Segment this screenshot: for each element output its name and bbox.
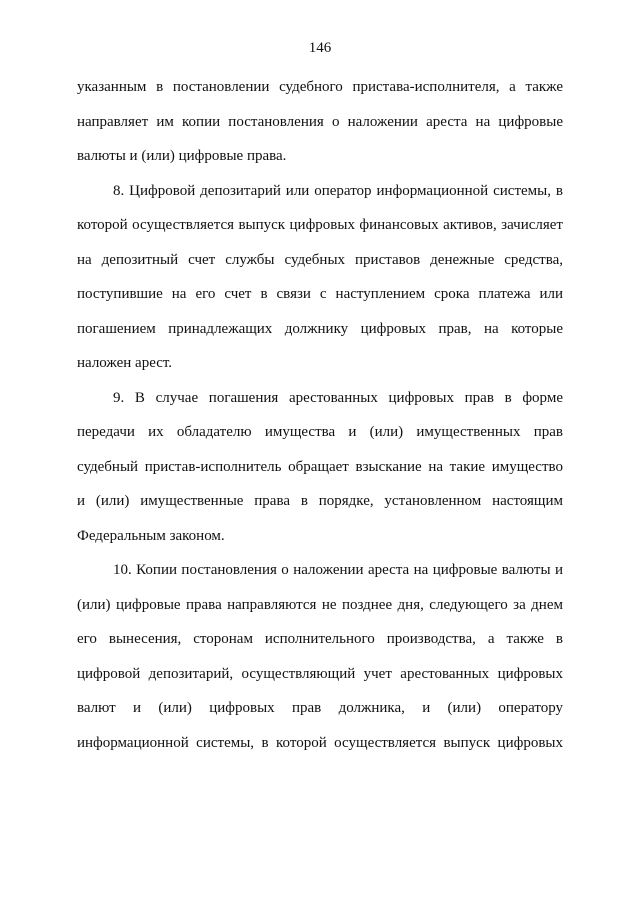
text-line: валют и (или) цифровых прав должника, и (или) оператору (77, 700, 563, 716)
text-line: информационной системы, в которой осуществляется выпуск цифровых (77, 734, 563, 751)
text-line: 9. В случае погашения арестованных цифровых прав в форме (113, 389, 563, 406)
text-line: наложен арест. (77, 355, 173, 371)
text-line: валюты и (или) цифровые права. (77, 148, 287, 164)
text-line: указанным в постановлении судебного пристава-исполнителя, а также (77, 79, 563, 95)
text-line: передачи их обладателю имущества и (или) имущественных прав (77, 424, 563, 440)
text-line: погашением принадлежащих должнику цифровых прав, на которые (77, 320, 563, 337)
text-line: поступившие на его счет в связи с наступлением срока платежа или (77, 286, 563, 302)
text-line: 8. Цифровой депозитарий или оператор информационной системы, в (113, 182, 563, 199)
text-line: его вынесения, сторонам исполнительного производства, а также в (77, 631, 563, 647)
text-line: Федеральным законом. (77, 527, 225, 544)
text-line: судебный пристав-исполнитель обращает взыскание на такие имущество (77, 458, 563, 475)
text-line: направляет им копии постановления о наложении ареста на цифровые (77, 113, 563, 130)
text-line: цифровой депозитарий, осуществляющий учет арестованных цифровых (77, 665, 563, 682)
text-line: (или) цифровые права направляются не позднее дня, следующего за днем (77, 596, 563, 613)
text-line: на депозитный счет службы судебных приставов денежные средства, (77, 251, 563, 268)
text-line: и (или) имущественные права в порядке, установленном настоящим (77, 493, 563, 509)
text-line: 10. Копии постановления о наложении ареста на цифровые валюты и (113, 562, 563, 578)
document-body (77, 76, 563, 766)
text-line: которой осуществляется выпуск цифровых финансовых активов, зачисляет (77, 217, 563, 233)
page-number: 146 (308, 40, 332, 56)
